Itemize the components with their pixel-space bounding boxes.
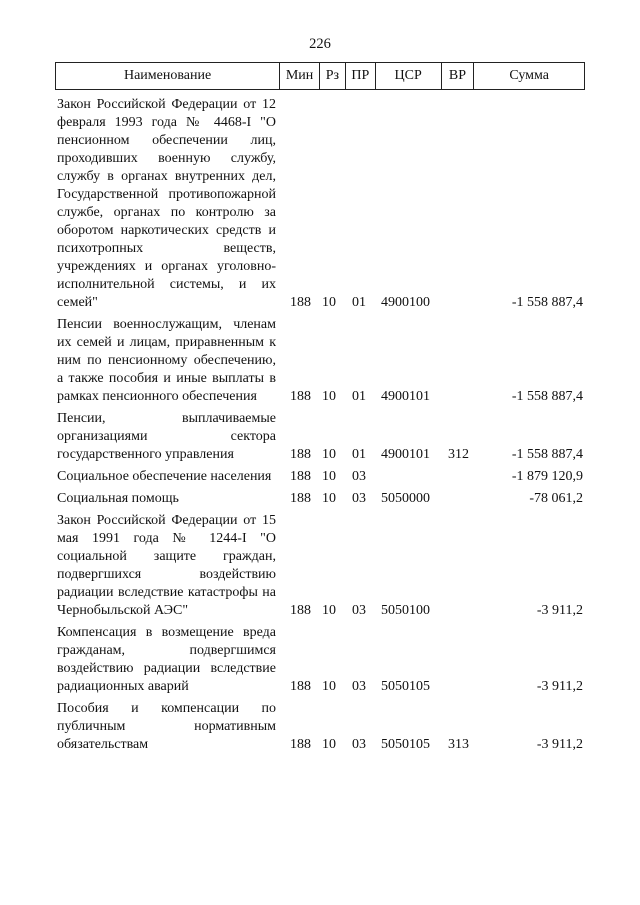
row-sum: -1 879 120,9 (511, 469, 583, 484)
row-pr: 01 (352, 295, 366, 310)
table-row (55, 316, 585, 406)
row-pr: 03 (352, 679, 366, 694)
row-vr: 312 (448, 447, 469, 462)
row-pr: 03 (352, 491, 366, 506)
row-min: 188 (290, 469, 311, 484)
row-csr: 5050000 (381, 491, 430, 506)
table-row (55, 468, 585, 486)
row-codes (55, 678, 585, 696)
row-sum: -1 558 887,4 (511, 295, 583, 310)
row-min: 188 (290, 737, 311, 752)
row-pr: 03 (352, 603, 366, 618)
table-header (55, 62, 585, 90)
header-sum: Сумма (509, 68, 550, 83)
page-number: 226 (309, 36, 331, 52)
row-name: Пенсии военнослужащим, членам их семей и лицам, приравненным к ним по пенсионному обеспечению, а также пособия и иные выплаты в рамках пенсионного обеспечения (57, 317, 276, 404)
row-csr: 5050105 (381, 737, 430, 752)
row-pr: 01 (352, 389, 366, 404)
row-vr: 313 (448, 737, 469, 752)
table-row (55, 700, 585, 754)
row-codes (55, 468, 585, 486)
row-csr: 4900101 (381, 447, 430, 462)
row-name: Социальное обеспечение населения (57, 469, 272, 484)
row-min: 188 (290, 491, 311, 506)
row-name: Компенсация в возмещение вреда гражданам, подвергшимся воздействию радиации вследствие радиационных аварий (57, 625, 276, 694)
row-name: Закон Российской Федерации от 12 февраля 1993 года № 4468-I "О пенсионном обеспечении лиц, проходивших военную службу, службу в органах внутренних дел, Государственной противопожарной службе, органах по контролю за оборотом наркотических средств и психотропных веществ, учреждениях и органах уголовно-исполнительной системы, и их семей" (57, 97, 276, 310)
row-rz: 10 (322, 389, 336, 404)
header-csr: ЦСР (376, 63, 442, 89)
header-min: Мин (280, 63, 320, 89)
header-pr: ПР (346, 63, 376, 89)
header-rz: Рз (320, 63, 346, 89)
row-sum: -1 558 887,4 (511, 389, 583, 404)
row-min: 188 (290, 679, 311, 694)
row-rz: 10 (322, 469, 336, 484)
row-min: 188 (290, 447, 311, 462)
row-codes (55, 294, 585, 312)
row-sum: -78 061,2 (529, 491, 583, 506)
row-rz: 10 (322, 295, 336, 310)
row-name: Закон Российской Федерации от 15 мая 1991 года № 1244-I "О социальной защите граждан, подвергшихся воздействию радиации вследствие катастрофы на Чернобыльской АЭС" (57, 513, 276, 618)
table-body (55, 96, 585, 758)
row-sum: -1 558 887,4 (511, 447, 583, 462)
row-rz: 10 (322, 447, 336, 462)
row-name: Пособия и компенсации по публичным нормативным обязательствам (57, 701, 276, 752)
row-min: 188 (290, 295, 311, 310)
row-pr: 03 (352, 469, 366, 484)
row-pr: 03 (352, 737, 366, 752)
row-csr: 4900101 (381, 389, 430, 404)
row-sum: -3 911,2 (536, 679, 583, 694)
table-row (55, 512, 585, 620)
row-codes (55, 490, 585, 508)
row-name: Пенсии, выплачиваемые организациями сектора государственного управления (57, 411, 276, 462)
row-rz: 10 (322, 737, 336, 752)
row-codes (55, 602, 585, 620)
row-csr: 4900100 (381, 295, 430, 310)
row-min: 188 (290, 389, 311, 404)
table-row (55, 490, 585, 508)
row-rz: 10 (322, 679, 336, 694)
row-codes (55, 446, 585, 464)
row-rz: 10 (322, 491, 336, 506)
header-name: Наименование (56, 63, 280, 89)
row-codes (55, 736, 585, 754)
row-csr: 5050100 (381, 603, 430, 618)
table-row (55, 96, 585, 312)
row-min: 188 (290, 603, 311, 618)
row-name: Социальная помощь (57, 491, 179, 506)
row-codes (55, 388, 585, 406)
row-pr: 01 (352, 447, 366, 462)
header-vr: ВР (442, 63, 475, 89)
row-sum: -3 911,2 (536, 603, 583, 618)
table-row (55, 410, 585, 464)
row-sum: -3 911,2 (536, 737, 583, 752)
row-csr: 5050105 (381, 679, 430, 694)
table-row (55, 624, 585, 696)
row-rz: 10 (322, 603, 336, 618)
